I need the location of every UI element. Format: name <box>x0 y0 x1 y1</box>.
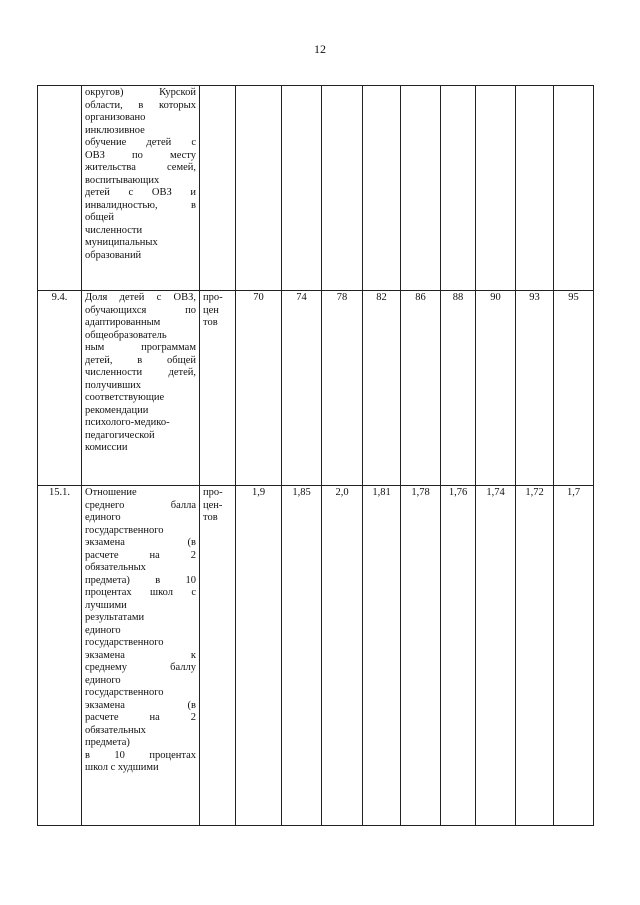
unit-line: цен <box>203 304 219 316</box>
unit-cell <box>200 486 236 826</box>
description-line: государственного <box>85 637 164 648</box>
value-cell: 1,81 <box>363 486 401 826</box>
value-cell <box>236 86 282 291</box>
value-cell: 1,72 <box>516 486 554 826</box>
value-cell <box>516 86 554 291</box>
description-line: лучшими <box>85 599 127 611</box>
value-cell <box>476 86 516 291</box>
unit-line: тов <box>203 317 218 328</box>
description-line: округов) Курской <box>85 87 196 98</box>
value-cell: 1,85 <box>282 486 322 826</box>
description-line: организовано <box>85 112 146 123</box>
description-line: Отношение <box>85 487 137 498</box>
description-line: инклюзивное <box>85 124 145 136</box>
description-line: обязательных <box>85 562 146 573</box>
value-cell: 1,78 <box>401 486 441 826</box>
description-line: школ с худшими <box>85 762 159 773</box>
value-cell <box>441 86 476 291</box>
value-cell: 90 <box>476 291 516 486</box>
description-line: жительства семей, <box>85 162 196 173</box>
unit-line: про- <box>203 487 223 498</box>
indicator-table <box>37 85 594 826</box>
value-cell <box>363 86 401 291</box>
description-line: процентах школ с <box>85 587 196 598</box>
description-line: адаптированным <box>85 317 161 328</box>
description-line: Доля детей с ОВЗ, <box>85 292 196 303</box>
value-cell: 70 <box>236 291 282 486</box>
description-line: психолого-медико- <box>85 417 170 428</box>
value-cell: 95 <box>554 291 594 486</box>
description-line: рекомендации <box>85 404 149 416</box>
unit-cell <box>200 291 236 486</box>
description-line: воспитывающих <box>85 174 160 186</box>
value-cell: 82 <box>363 291 401 486</box>
value-cell <box>554 86 594 291</box>
indicator-description <box>82 486 200 826</box>
description-line: единого <box>85 512 121 523</box>
description-line: детей с ОВЗ и <box>85 187 196 198</box>
value-cell: 2,0 <box>322 486 363 826</box>
value-cell: 93 <box>516 291 554 486</box>
description-line: предмета) <box>85 737 130 748</box>
unit-line: про- <box>203 292 223 303</box>
description-line: государственного <box>85 687 164 698</box>
description-line: муниципальных <box>85 237 158 248</box>
description-line: соответствующие <box>85 392 165 403</box>
value-cell <box>322 86 363 291</box>
row-number: 9.4. <box>38 291 82 486</box>
description-line: детей, в общей <box>85 354 196 366</box>
value-cell: 88 <box>441 291 476 486</box>
description-line: получивших <box>85 379 142 391</box>
description-line: расчете на 2 <box>85 712 196 723</box>
description-line: комиссии <box>85 442 128 453</box>
row-number <box>38 86 82 291</box>
description-line: численности детей, <box>85 367 196 378</box>
description-line: предмета) в 10 <box>85 574 196 586</box>
description-line: экзамена (в <box>85 537 196 548</box>
table-row <box>38 486 594 826</box>
description-line: единого <box>85 674 121 686</box>
description-line: среднему баллу <box>85 662 196 673</box>
description-line: расчете на 2 <box>85 549 196 561</box>
value-cell <box>282 86 322 291</box>
indicator-description <box>82 86 200 291</box>
unit-line: тов <box>203 512 218 523</box>
value-cell: 78 <box>322 291 363 486</box>
indicator-description <box>82 291 200 486</box>
unit-line: цен- <box>203 499 223 511</box>
value-cell: 1,74 <box>476 486 516 826</box>
value-cell: 1,7 <box>554 486 594 826</box>
unit-cell <box>200 86 236 291</box>
description-line: обучающихся по <box>85 304 196 316</box>
description-line: обязательных <box>85 724 146 736</box>
description-line: ным программам <box>85 342 196 353</box>
description-line: области, в которых <box>85 99 196 111</box>
description-line: среднего балла <box>85 499 196 511</box>
row-number: 15.1. <box>38 486 82 826</box>
description-line: образований <box>85 249 142 261</box>
value-cell <box>401 86 441 291</box>
description-line: экзамена к <box>85 649 196 661</box>
value-cell: 74 <box>282 291 322 486</box>
value-cell: 1,76 <box>441 486 476 826</box>
value-cell: 1,9 <box>236 486 282 826</box>
description-line: в 10 процентах <box>85 749 196 761</box>
table-row <box>38 86 594 291</box>
description-line: общеобразователь <box>85 329 167 341</box>
description-line: инвалидностью, в <box>85 199 196 211</box>
value-cell: 86 <box>401 291 441 486</box>
description-line: экзамена (в <box>85 699 196 711</box>
description-line: обучение детей с <box>85 137 196 148</box>
page-number: 12 <box>314 42 326 56</box>
description-line: результатами <box>85 612 145 623</box>
description-line: численности <box>85 224 143 236</box>
description-line: единого <box>85 624 121 636</box>
description-line: ОВЗ по месту <box>85 149 196 161</box>
description-line: государственного <box>85 524 164 536</box>
description-line: педагогической <box>85 429 155 441</box>
table-row <box>38 291 594 486</box>
description-line: общей <box>85 212 114 223</box>
